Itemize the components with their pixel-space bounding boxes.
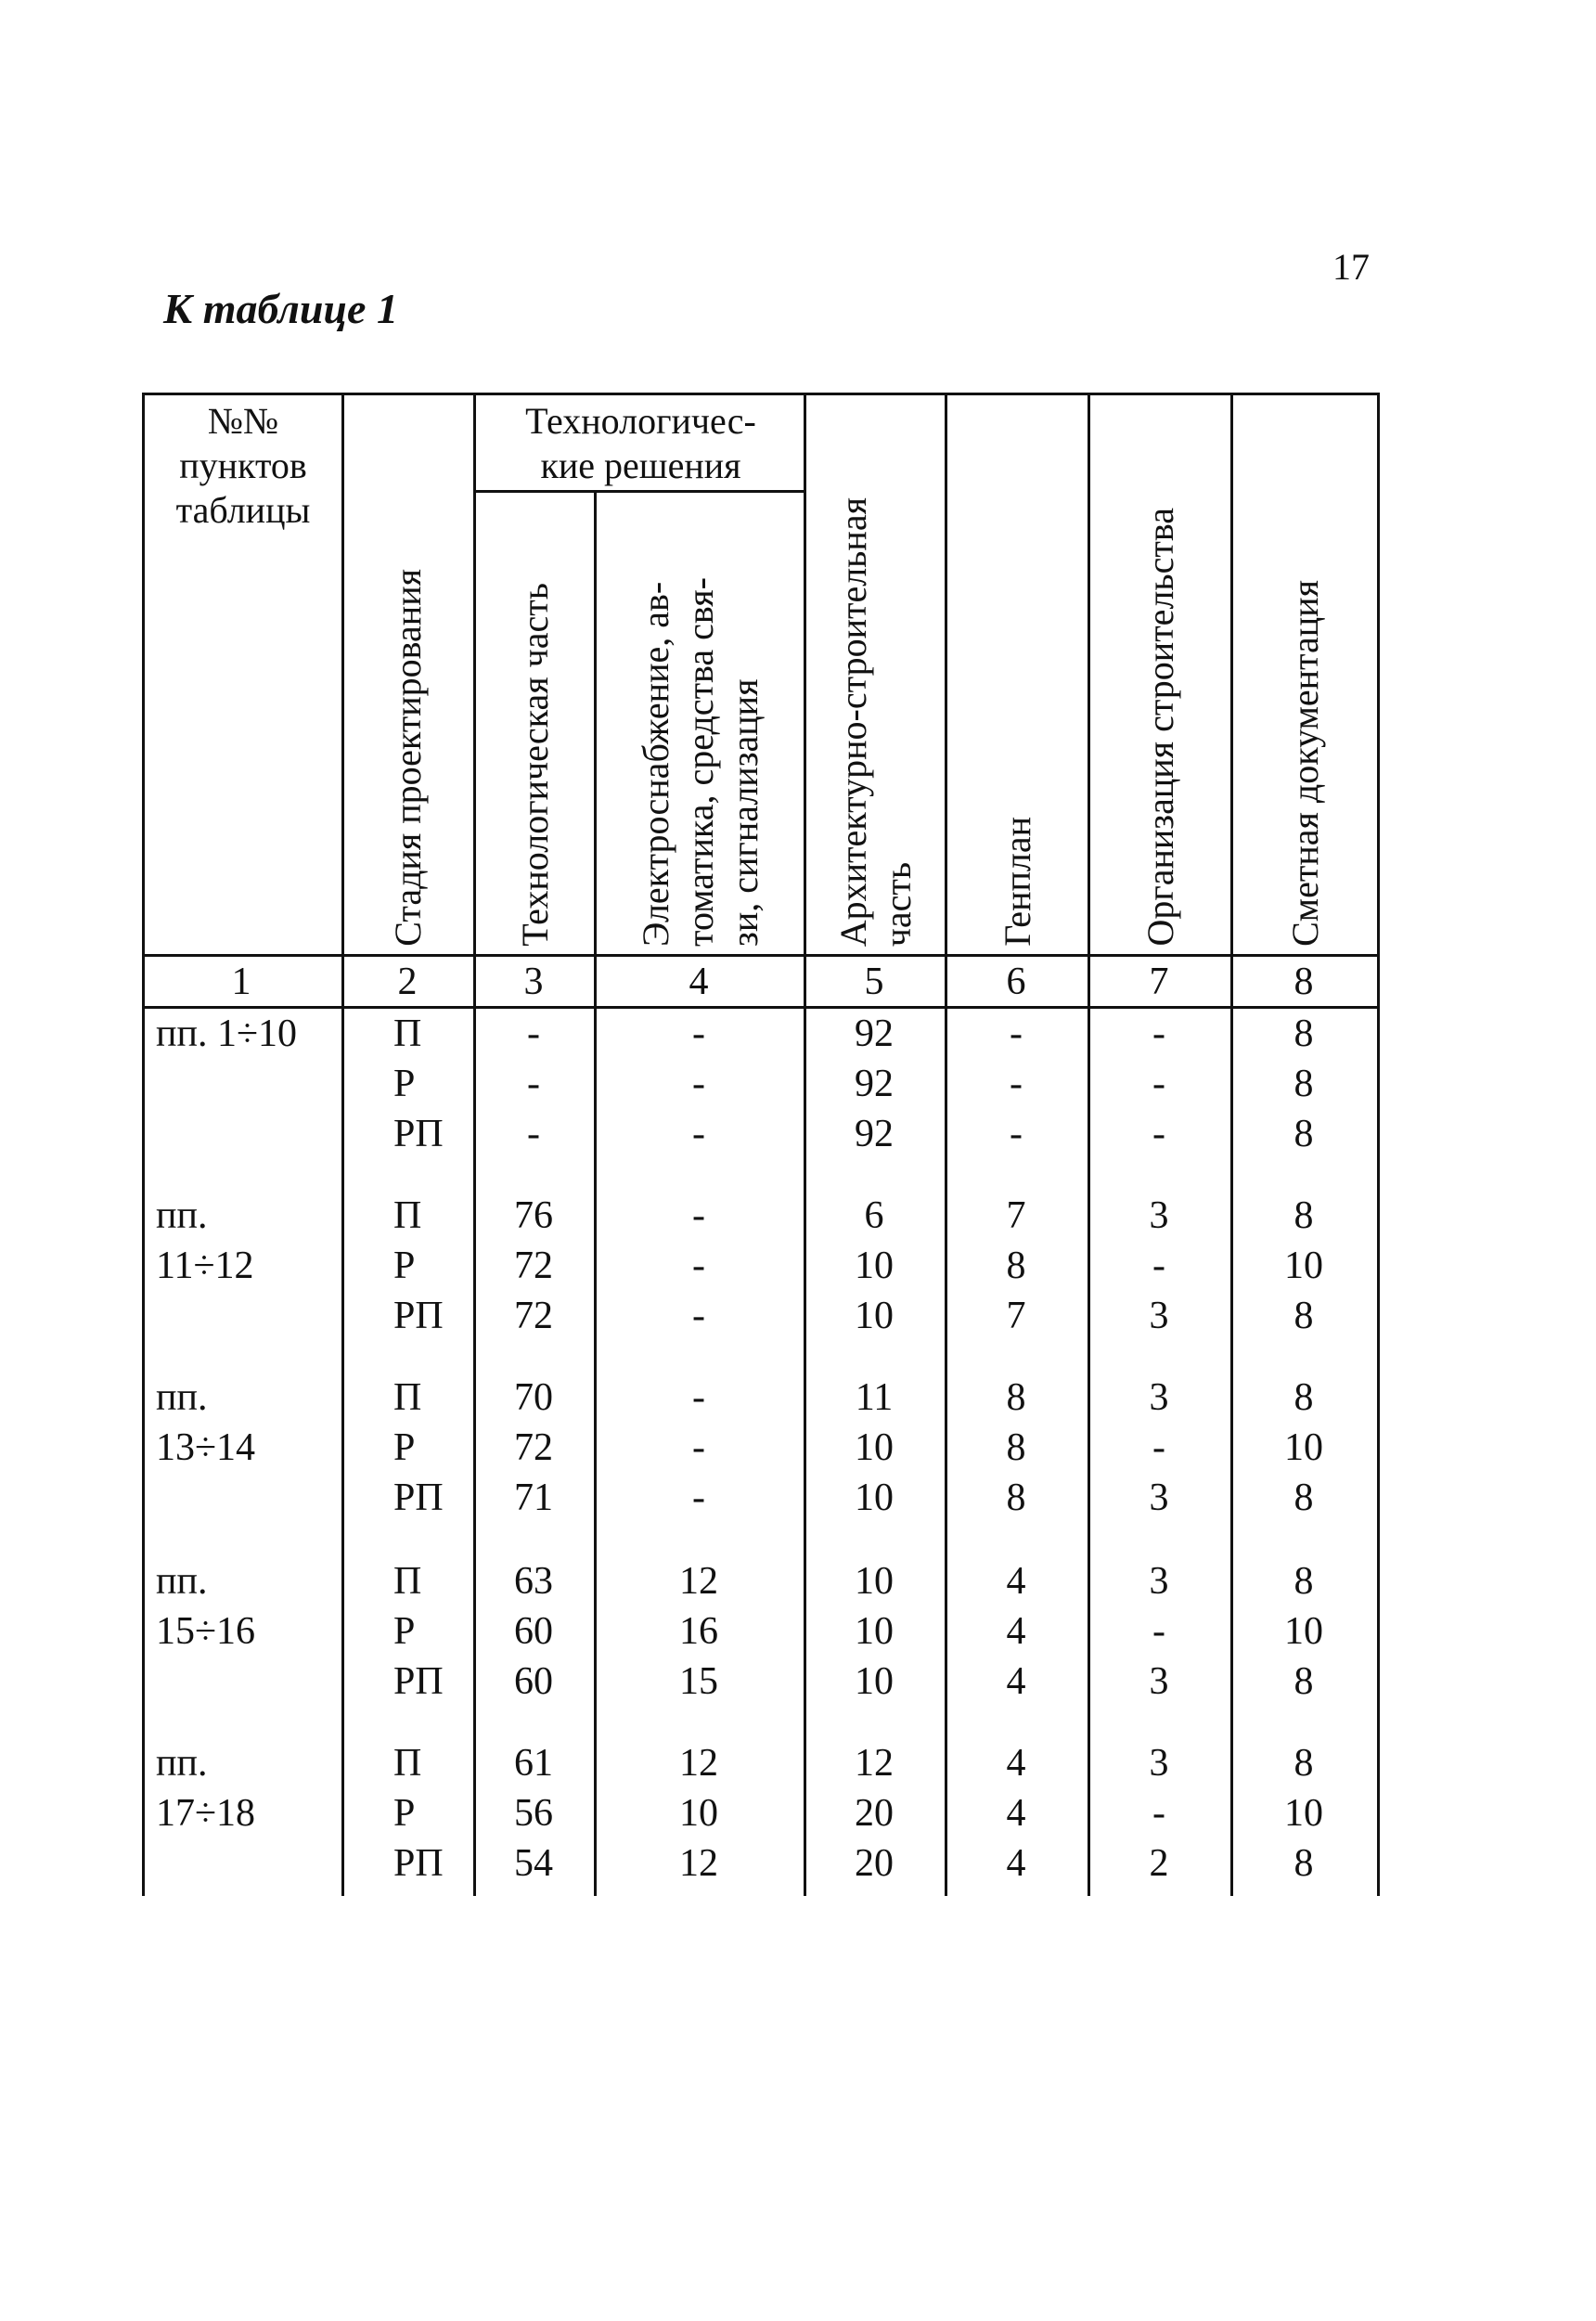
value-cell-c4: - <box>692 1295 705 1337</box>
value-cell-c6: 4 <box>1006 1742 1026 1785</box>
value-cell-c5: 12 <box>855 1742 894 1785</box>
value-cell-c4: 10 <box>679 1792 718 1835</box>
stage-cell: РП <box>393 1842 444 1885</box>
value-cell-c6: 7 <box>1006 1295 1026 1337</box>
stage-cell: П <box>393 1560 422 1603</box>
value-cell-c4: - <box>692 1244 705 1287</box>
stage-cell: П <box>393 1742 422 1785</box>
colnum-1: 1 <box>231 961 251 1003</box>
value-cell-c6: - <box>1010 1063 1023 1105</box>
value-cell-c3: 56 <box>514 1792 553 1835</box>
page-number: 17 <box>1332 246 1370 288</box>
stage-cell: П <box>393 1376 422 1419</box>
value-cell-c5: 10 <box>855 1660 894 1703</box>
group-label-range: 15÷16 <box>156 1610 256 1653</box>
value-cell-c8: 10 <box>1284 1244 1323 1287</box>
value-cell-c6: 4 <box>1006 1792 1026 1835</box>
value-cell-c7: 3 <box>1149 1660 1169 1703</box>
value-cell-c5: 6 <box>864 1194 884 1237</box>
stage-cell: П <box>393 1194 422 1237</box>
group-label-range: 13÷14 <box>156 1426 256 1469</box>
value-cell-c8: 8 <box>1294 1194 1314 1237</box>
value-cell-c6: 4 <box>1006 1560 1026 1603</box>
header-col3-wrap <box>476 501 594 947</box>
stage-cell: Р <box>393 1426 416 1469</box>
value-cell-c3: 72 <box>514 1295 553 1337</box>
value-cell-c5: 10 <box>855 1295 894 1337</box>
value-cell-c6: 7 <box>1006 1194 1026 1237</box>
value-cell-c5: 11 <box>855 1376 894 1419</box>
value-cell-c5: 10 <box>855 1610 894 1653</box>
value-cell-c4: - <box>692 1063 705 1105</box>
colnum-2: 2 <box>397 961 418 1003</box>
stage-cell: РП <box>393 1295 444 1337</box>
value-cell-c4: - <box>692 1376 705 1419</box>
value-cell-c7: - <box>1152 1012 1165 1055</box>
value-cell-c6: 4 <box>1006 1610 1026 1653</box>
value-cell-c4: 16 <box>679 1610 718 1653</box>
stage-cell: Р <box>393 1063 416 1105</box>
group-label: пп. <box>156 1742 208 1785</box>
group-label: пп. <box>156 1194 208 1237</box>
value-cell-c3: - <box>527 1012 540 1055</box>
value-cell-c5: 10 <box>855 1426 894 1469</box>
value-cell-c4: - <box>692 1476 705 1519</box>
group-label-range: 17÷18 <box>156 1792 256 1835</box>
value-cell-c7: - <box>1152 1426 1165 1469</box>
group-header-rule <box>473 490 805 493</box>
value-cell-c7: - <box>1152 1113 1165 1155</box>
value-cell-c3: 72 <box>514 1426 553 1469</box>
colnum-3: 3 <box>523 961 544 1003</box>
page-heading: К таблице 1 <box>163 285 398 332</box>
value-cell-c3: 54 <box>514 1842 553 1885</box>
value-cell-c5: 92 <box>855 1113 894 1155</box>
value-cell-c7: - <box>1152 1244 1165 1287</box>
stage-cell: РП <box>393 1113 444 1155</box>
value-cell-c6: 4 <box>1006 1660 1026 1703</box>
header-group-34: Технологичес- кие решения <box>525 400 756 486</box>
value-cell-c7: 3 <box>1149 1476 1169 1519</box>
value-cell-c3: 61 <box>514 1742 553 1785</box>
value-cell-c6: 8 <box>1006 1426 1026 1469</box>
stage-cell: Р <box>393 1792 416 1835</box>
header-col7: Организация строительства <box>1139 508 1181 947</box>
header-col2-wrap <box>344 464 471 947</box>
header-col4: Электроснабжение, ав- томатика, средства свя- зи, сигнализация <box>634 577 766 947</box>
value-cell-c5: 20 <box>855 1792 894 1835</box>
header-col1: №№ пунктов таблицы <box>175 400 311 531</box>
value-cell-c7: 3 <box>1149 1295 1169 1337</box>
colnum-7: 7 <box>1149 961 1169 1003</box>
value-cell-c8: 10 <box>1284 1610 1323 1653</box>
value-cell-c7: 3 <box>1149 1560 1169 1603</box>
value-cell-c8: 8 <box>1294 1842 1314 1885</box>
value-cell-c4: 12 <box>679 1560 718 1603</box>
value-cell-c8: 10 <box>1284 1792 1323 1835</box>
value-cell-c8: 8 <box>1294 1012 1314 1055</box>
value-cell-c5: 10 <box>855 1560 894 1603</box>
stage-cell: Р <box>393 1610 416 1653</box>
value-cell-c8: 8 <box>1294 1063 1314 1105</box>
vline-8 <box>1377 393 1380 1896</box>
group-label-range: 11÷12 <box>156 1244 254 1287</box>
value-cell-c8: 8 <box>1294 1376 1314 1419</box>
header-bottom-border <box>142 954 1380 957</box>
header-col8-wrap <box>1233 408 1377 947</box>
value-cell-c5: 10 <box>855 1476 894 1519</box>
value-cell-c3: 60 <box>514 1660 553 1703</box>
value-cell-c4: 15 <box>679 1660 718 1703</box>
value-cell-c3: 76 <box>514 1194 553 1237</box>
header-col5-wrap <box>806 408 945 947</box>
colnum-4: 4 <box>689 961 709 1003</box>
value-cell-c4: 12 <box>679 1842 718 1885</box>
header-col8: Сметная документация <box>1283 580 1326 947</box>
value-cell-c6: 4 <box>1006 1842 1026 1885</box>
colnum-6: 6 <box>1006 961 1026 1003</box>
value-cell-c8: 8 <box>1294 1476 1314 1519</box>
value-cell-c4: - <box>692 1012 705 1055</box>
stage-cell: Р <box>393 1244 416 1287</box>
value-cell-c3: 72 <box>514 1244 553 1287</box>
value-cell-c6: 8 <box>1006 1476 1026 1519</box>
header-col4-wrap <box>597 501 804 947</box>
value-cell-c5: 92 <box>855 1012 894 1055</box>
header-col7-wrap <box>1090 408 1230 947</box>
vline-0 <box>142 393 145 1896</box>
value-cell-c5: 10 <box>855 1244 894 1287</box>
value-cell-c7: 2 <box>1149 1842 1169 1885</box>
table-top-border <box>142 393 1380 395</box>
header-col3: Технологическая часть <box>513 583 556 947</box>
header-col6: Генплан <box>996 817 1038 947</box>
value-cell-c4: 12 <box>679 1742 718 1785</box>
value-cell-c7: - <box>1152 1063 1165 1105</box>
colnum-bottom-border <box>142 1006 1380 1009</box>
value-cell-c4: - <box>692 1113 705 1155</box>
group-label: пп. <box>156 1560 208 1603</box>
value-cell-c3: - <box>527 1113 540 1155</box>
value-cell-c8: 8 <box>1294 1660 1314 1703</box>
value-cell-c4: - <box>692 1194 705 1237</box>
colnum-8: 8 <box>1294 961 1314 1003</box>
value-cell-c8: 8 <box>1294 1113 1314 1155</box>
value-cell-c8: 8 <box>1294 1295 1314 1337</box>
value-cell-c7: 3 <box>1149 1376 1169 1419</box>
value-cell-c7: - <box>1152 1792 1165 1835</box>
stage-cell: РП <box>393 1660 444 1703</box>
value-cell-c7: 3 <box>1149 1742 1169 1785</box>
value-cell-c7: - <box>1152 1610 1165 1653</box>
value-cell-c6: - <box>1010 1012 1023 1055</box>
value-cell-c8: 10 <box>1284 1426 1323 1469</box>
value-cell-c6: 8 <box>1006 1376 1026 1419</box>
value-cell-c6: 8 <box>1006 1244 1026 1287</box>
colnum-5: 5 <box>864 961 884 1003</box>
value-cell-c7: 3 <box>1149 1194 1169 1237</box>
stage-cell: РП <box>393 1476 444 1519</box>
value-cell-c8: 8 <box>1294 1742 1314 1785</box>
header-col5: Архитектурно-строительная часть <box>831 496 919 947</box>
value-cell-c3: 71 <box>514 1476 553 1519</box>
value-cell-c4: - <box>692 1426 705 1469</box>
value-cell-c3: 70 <box>514 1376 553 1419</box>
header-col6-wrap <box>947 408 1088 947</box>
header-col2: Стадия проектирования <box>386 569 429 947</box>
value-cell-c5: 20 <box>855 1842 894 1885</box>
group-label: пп. <box>156 1376 208 1419</box>
group-label: пп. 1÷10 <box>156 1012 298 1055</box>
value-cell-c5: 92 <box>855 1063 894 1105</box>
value-cell-c3: 60 <box>514 1610 553 1653</box>
value-cell-c6: - <box>1010 1113 1023 1155</box>
value-cell-c3: 63 <box>514 1560 553 1603</box>
stage-cell: П <box>393 1012 422 1055</box>
value-cell-c8: 8 <box>1294 1560 1314 1603</box>
value-cell-c3: - <box>527 1063 540 1105</box>
